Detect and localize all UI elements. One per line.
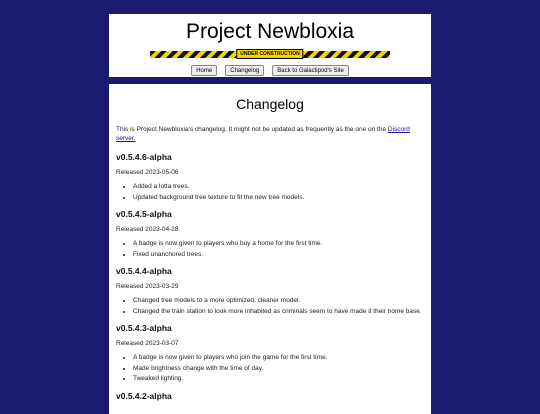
version-heading: v0.5.4.6-alpha (116, 152, 172, 162)
changelog-entry (116, 266, 424, 317)
under-construction-label: UNDER CONSTRUCTION (236, 49, 303, 59)
change-item: • Tweaked lighting. (133, 374, 424, 385)
version-heading: v0.5.4.5-alpha (116, 209, 172, 219)
intro-text-body: This is Project Newbloxia's changelog. It might not be updated as frequently as the one on the (116, 126, 388, 133)
change-list (116, 353, 424, 385)
discord-server-link[interactable]: Discord server. (116, 126, 410, 142)
nav-bar (109, 65, 431, 76)
change-item: • Made brightness change with the time of day. (133, 364, 424, 375)
site-title: Project Newbloxia (185, 20, 355, 43)
version-heading: v0.5.4.4-alpha (116, 266, 172, 276)
change-item: • Added a lotta trees. (133, 182, 424, 193)
changelog-entry (116, 323, 424, 385)
back-to-site-button[interactable]: Back to Galactipod's Site (272, 65, 349, 76)
page-title: Changelog (236, 96, 304, 112)
under-construction-banner (150, 51, 390, 58)
changelog-content (109, 84, 431, 414)
change-item: • Changed the train station to look more inhabited as criminals seem to have made it their home base. (133, 307, 424, 318)
changelog-entry (116, 391, 424, 402)
change-item: • A badge is now given to players who join the game for the first time. (133, 353, 424, 364)
change-list (116, 239, 424, 260)
change-item: • Changed tree models to a more optimized, cleaner model. (133, 296, 424, 307)
change-item: • Fixed unanchored trees. (133, 250, 424, 261)
change-list (116, 296, 424, 317)
version-heading: v0.5.4.3-alpha (116, 323, 172, 333)
change-item: • A badge is now given to players who buy a home for the first time. (133, 239, 424, 250)
release-date: Released 2023-04-28 (116, 226, 179, 233)
release-date: Released 2023-05-06 (116, 169, 179, 176)
changelog-button[interactable]: Changelog (225, 65, 264, 76)
release-date: Released 2023-03-07 (116, 340, 179, 347)
site-header (109, 14, 431, 77)
changelog-entry (116, 209, 424, 260)
change-item: • Updated background tree texture to fit the new tree models. (133, 193, 424, 204)
version-heading: v0.5.4.2-alpha (116, 390, 172, 401)
changelog-entry (116, 152, 424, 203)
release-date: Released 2023-03-29 (116, 283, 179, 290)
change-list (116, 182, 424, 203)
home-button[interactable]: Home (191, 65, 217, 76)
intro-text (116, 125, 424, 143)
